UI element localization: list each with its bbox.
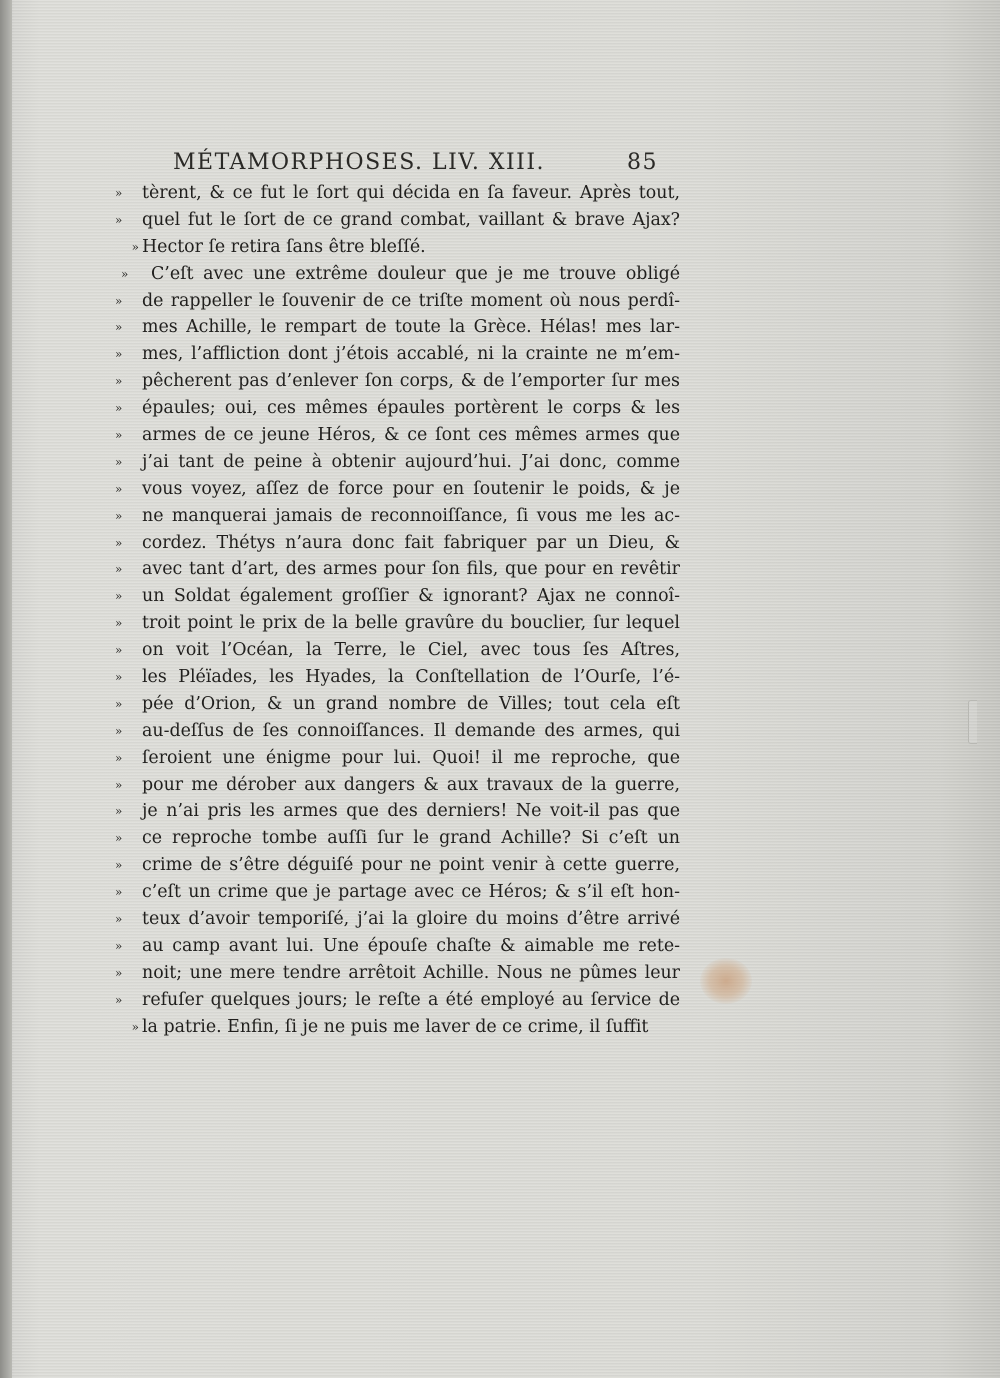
text-line <box>115 987 680 1014</box>
line-text: ce reproche tombe auſſi ſur le grand Achille? Si c’eſt un <box>142 828 680 849</box>
line-text: un Soldat également groſſier & ignorant? Ajax ne connoî- <box>142 586 680 607</box>
text-line <box>115 583 680 610</box>
text-line <box>115 556 680 583</box>
text-block <box>115 146 680 1041</box>
line-text: les Pléïades, les Hyades, la Conſtellation de l’Ourſe, l’é- <box>142 667 680 688</box>
text-line <box>115 503 680 530</box>
line-text: au-deſſus de ſes connoiſſances. Il demande des armes, qui <box>142 720 680 741</box>
text-line <box>115 314 680 341</box>
text-line <box>115 745 680 772</box>
running-head <box>115 146 680 180</box>
guillemet-mark: » <box>115 535 123 550</box>
line-text: mes Achille, le rempart de toute la Grèce. Hélas! mes lar- <box>142 317 680 338</box>
line-text: troit point le prix de la belle gravûre du bouclier, ſur lequel <box>142 613 680 634</box>
line-text: j’ai tant de peine à obtenir aujourd’hui. J’ai donc, comme <box>142 451 680 472</box>
text-line <box>115 341 680 368</box>
guillemet-mark: » <box>115 320 123 335</box>
text-line <box>115 664 680 691</box>
text-line <box>115 879 680 906</box>
line-text: au camp avant lui. Une épouſe chaſte & aimable me rete- <box>142 935 680 956</box>
guillemet-mark: » <box>115 481 123 496</box>
text-line <box>115 933 680 960</box>
line-text: noit; une mere tendre arrêtoit Achille. Nous ne pûmes leur <box>142 962 680 983</box>
text-line <box>115 772 680 799</box>
line-text: refuſer quelques jours; le reſte a été employé au ſervice de <box>142 989 680 1010</box>
line-text: C’eſt avec une extrême douleur que je me trouve obligé <box>151 263 680 284</box>
foxing-stain <box>700 958 752 1004</box>
line-text: de rappeller le ſouvenir de ce triſte moment où nous perdî- <box>142 290 680 311</box>
running-title: MÉTAMORPHOSES. LIV. XIII. <box>173 150 546 175</box>
text-line <box>115 825 680 852</box>
text-line <box>115 180 680 207</box>
text-line <box>115 530 680 557</box>
line-text: pée d’Orion, & un grand nombre de Villes; tout cela eſt <box>142 693 680 714</box>
text-line <box>115 368 680 395</box>
line-text: la patrie. Enfin, ſi je ne puis me laver de ce crime, il ſuffit <box>142 1016 649 1037</box>
guillemet-mark: » <box>115 212 123 227</box>
text-line <box>115 207 680 234</box>
line-text: avec tant d’art, des armes pour ſon fils, que pour en revêtir <box>142 559 680 580</box>
line-text: ſeroient une énigme pour lui. Quoi! il me reproche, que <box>142 747 680 768</box>
page-number: 85 <box>627 150 658 175</box>
text-line <box>115 476 680 503</box>
guillemet-mark: » <box>115 723 123 738</box>
line-text: cordez. Thétys n’aura donc fait fabriquer par un Dieu, & <box>142 532 680 553</box>
guillemet-mark: » <box>115 965 123 980</box>
line-text: crime de s’être déguiſé pour ne point venir à cette guerre, <box>142 855 680 876</box>
guillemet-mark: » <box>121 266 129 281</box>
guillemet-mark: » <box>115 562 123 577</box>
text-line <box>115 798 680 825</box>
guillemet-mark: » <box>115 670 123 685</box>
text-line <box>115 1014 680 1041</box>
text-line <box>115 852 680 879</box>
line-text: teux d’avoir temporiſé, j’ai la gloire du moins d’être arrivé <box>142 909 680 930</box>
text-lines <box>115 180 680 1041</box>
guillemet-mark: » <box>115 858 123 873</box>
guillemet-mark: » <box>115 992 123 1007</box>
line-text: je n’ai pris les armes que des derniers! Ne voit-il pas que <box>142 801 680 822</box>
text-line <box>115 610 680 637</box>
text-line <box>115 960 680 987</box>
line-text: quel fut le ſort de ce grand combat, vaillant & brave Ajax? <box>142 209 680 230</box>
text-line <box>115 261 680 288</box>
guillemet-mark: » <box>115 508 123 523</box>
line-text: ne manquerai jamais de reconnoiſſance, ſi vous me les ac- <box>142 505 680 526</box>
guillemet-mark: » <box>115 750 123 765</box>
guillemet-mark: » <box>131 239 139 254</box>
text-line <box>115 422 680 449</box>
guillemet-mark: » <box>115 831 123 846</box>
line-text: tèrent, & ce fut le ſort qui décida en ſa faveur. Après tout, <box>142 183 680 203</box>
line-text: pour me dérober aux dangers & aux travaux de la guerre, <box>142 774 680 795</box>
guillemet-mark: » <box>115 696 123 711</box>
guillemet-mark: » <box>115 374 123 389</box>
guillemet-mark: » <box>115 912 123 927</box>
guillemet-mark: » <box>115 804 123 819</box>
text-line <box>115 234 680 261</box>
guillemet-mark: » <box>115 454 123 469</box>
text-line <box>115 288 680 315</box>
guillemet-mark: » <box>115 186 123 200</box>
line-text: Hector ſe retira ſans être bleſſé. <box>142 236 426 257</box>
guillemet-mark: » <box>115 428 123 443</box>
line-text: épaules; oui, ces mêmes épaules portèrent le corps & les <box>142 398 680 419</box>
line-text: armes de ce jeune Héros, & ce ſont ces mêmes armes que <box>142 425 680 446</box>
text-line <box>115 718 680 745</box>
book-spine-shadow <box>0 0 12 1378</box>
guillemet-mark: » <box>115 616 123 631</box>
page-edge-tab <box>968 700 977 744</box>
guillemet-mark: » <box>115 643 123 658</box>
text-line <box>115 395 680 422</box>
guillemet-mark: » <box>115 347 123 362</box>
guillemet-mark: » <box>115 777 123 792</box>
text-line <box>115 691 680 718</box>
guillemet-mark: » <box>115 938 123 953</box>
line-text: mes, l’affliction dont j’étois accablé, ni la crainte ne m’em- <box>142 344 680 365</box>
line-text: vous voyez, aſſez de force pour en ſoutenir le poids, & je <box>142 478 680 499</box>
text-line <box>115 906 680 933</box>
guillemet-mark: » <box>115 589 123 604</box>
guillemet-mark: » <box>115 885 123 900</box>
guillemet-mark: » <box>131 1019 139 1034</box>
text-line <box>115 637 680 664</box>
line-text: on voit l’Océan, la Terre, le Ciel, avec tous ſes Aſtres, <box>142 640 680 661</box>
line-text: pêcherent pas d’enlever ſon corps, & de l’emporter ſur mes <box>142 371 680 392</box>
guillemet-mark: » <box>115 293 123 308</box>
line-text: c’eſt un crime que je partage avec ce Héros; & s’il eſt hon- <box>142 882 680 903</box>
text-line <box>115 449 680 476</box>
guillemet-mark: » <box>115 401 123 416</box>
